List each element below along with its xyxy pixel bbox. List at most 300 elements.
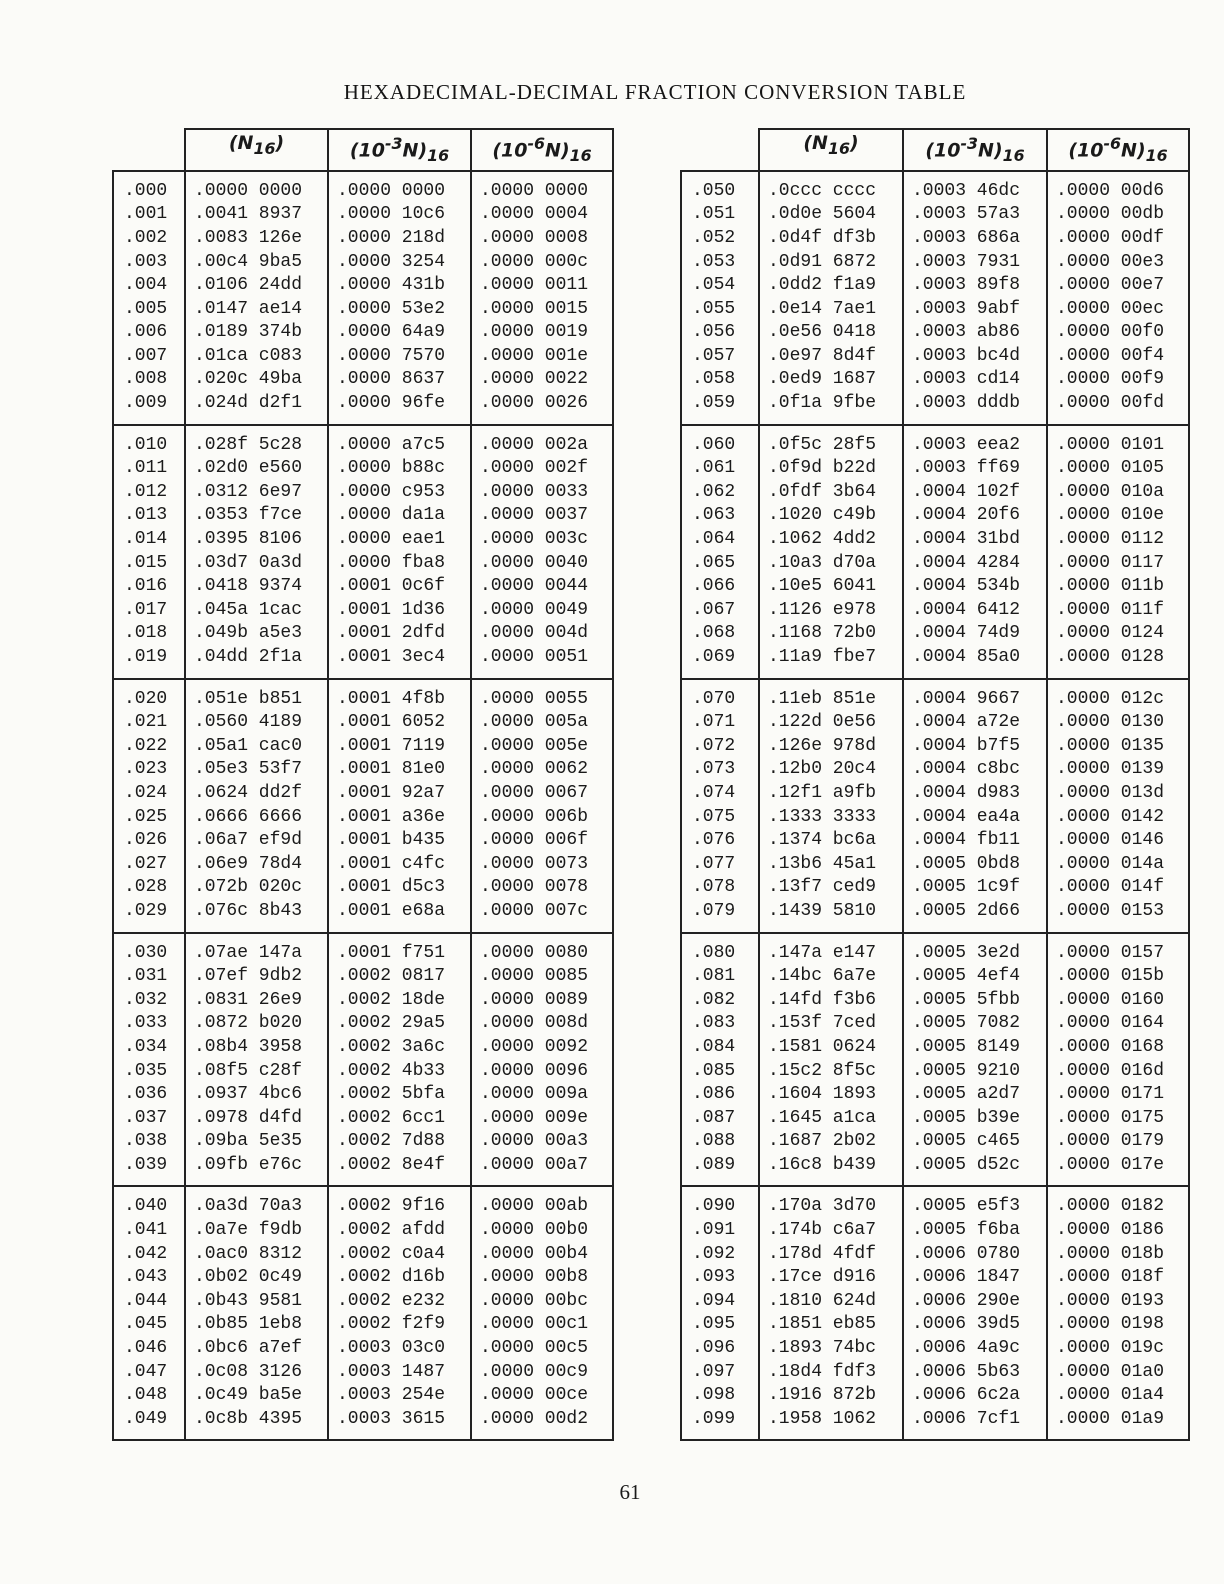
hex-10e-3-n-cell: .0005 b39e (903, 1107, 1047, 1131)
hex-10e-6-n-cell: .0000 0175 (1047, 1107, 1189, 1131)
hex-n16-cell: .0a7e f9db (185, 1219, 328, 1243)
hex-n16-cell: .02d0 e560 (185, 457, 328, 481)
hex-n16-cell: .0bc6 a7ef (185, 1337, 328, 1361)
hex-10e-6-n-cell: .0000 005a (471, 711, 613, 735)
decimal-fraction-cell: .020 (113, 679, 185, 712)
table-row (113, 392, 613, 425)
table-row (113, 528, 613, 552)
hex-10e-3-n-cell: .0006 6c2a (903, 1384, 1047, 1408)
hex-n16-cell: .1439 5810 (759, 900, 903, 933)
hex-n16-cell: .049b a5e3 (185, 622, 328, 646)
hex-10e-3-n-cell: .0004 a72e (903, 711, 1047, 735)
table-row (113, 1107, 613, 1131)
hex-10e-3-n-cell: .0003 89f8 (903, 274, 1047, 298)
hex-n16-cell: .0dd2 f1a9 (759, 274, 903, 298)
decimal-fraction-cell: .073 (681, 758, 759, 782)
hex-n16-cell: .0106 24dd (185, 274, 328, 298)
decimal-fraction-cell: .050 (681, 171, 759, 204)
hex-10e-3-n-cell: .0003 57a3 (903, 203, 1047, 227)
hex-n16-cell: .1581 0624 (759, 1036, 903, 1060)
table-row (113, 1012, 613, 1036)
hex-10e-3-n-cell: .0004 85a0 (903, 646, 1047, 679)
hex-10e-6-n-cell: .0000 00a7 (471, 1154, 613, 1187)
table-row (681, 425, 1189, 458)
hex-10e-6-n-cell: .0000 000c (471, 251, 613, 275)
hex-10e-3-n-cell: .0005 1c9f (903, 876, 1047, 900)
hex-n16-cell: .024d d2f1 (185, 392, 328, 425)
hex-10e-3-n-cell: .0003 9abf (903, 298, 1047, 322)
table-row (113, 321, 613, 345)
hex-10e-6-n-cell: .0000 0026 (471, 392, 613, 425)
hex-n16-cell: .0189 374b (185, 321, 328, 345)
table-row (113, 575, 613, 599)
table-row (113, 481, 613, 505)
hex-10e-3-n-cell: .0006 4a9c (903, 1337, 1047, 1361)
decimal-fraction-cell: .074 (681, 782, 759, 806)
hex-10e-3-n-cell: .0004 31bd (903, 528, 1047, 552)
hex-n16-cell: .16c8 b439 (759, 1154, 903, 1187)
table-row (681, 1130, 1189, 1154)
row-group (681, 933, 1189, 1187)
hex-10e-3-n-cell: .0004 9667 (903, 679, 1047, 712)
decimal-fraction-cell: .027 (113, 853, 185, 877)
hex-10e-3-n-cell: .0006 0780 (903, 1243, 1047, 1267)
hex-10e-3-n-cell: .0000 fba8 (328, 552, 471, 576)
hex-n16-cell: .0831 26e9 (185, 989, 328, 1013)
decimal-fraction-cell: .015 (113, 552, 185, 576)
decimal-fraction-cell: .024 (113, 782, 185, 806)
decimal-fraction-cell: .017 (113, 599, 185, 623)
decimal-fraction-cell: .090 (681, 1186, 759, 1219)
decimal-fraction-cell: .058 (681, 368, 759, 392)
hex-10e-6-n-cell: .0000 008d (471, 1012, 613, 1036)
hex-10e-6-n-cell: .0000 007c (471, 900, 613, 933)
hex-10e-6-n-cell: .0000 00d2 (471, 1408, 613, 1441)
table-row (113, 1408, 613, 1441)
hex-10e-6-n-cell: .0000 0198 (1047, 1313, 1189, 1337)
decimal-fraction-cell: .013 (113, 504, 185, 528)
hex-n16-cell: .04dd 2f1a (185, 646, 328, 679)
decimal-fraction-cell: .087 (681, 1107, 759, 1131)
decimal-fraction-cell: .068 (681, 622, 759, 646)
hex-10e-6-n-cell: .0000 0000 (471, 171, 613, 204)
hex-10e-3-n-cell: .0001 7119 (328, 735, 471, 759)
decimal-fraction-cell: .084 (681, 1036, 759, 1060)
hex-n16-cell: .08b4 3958 (185, 1036, 328, 1060)
hex-10e-3-n-cell: .0005 5fbb (903, 989, 1047, 1013)
table-row (681, 735, 1189, 759)
hex-10e-6-n-cell: .0000 01a9 (1047, 1408, 1189, 1441)
hex-n16-cell: .0d4f df3b (759, 227, 903, 251)
hex-10e-6-n-cell: .0000 0117 (1047, 552, 1189, 576)
hex-10e-6-n-cell: .0000 0067 (471, 782, 613, 806)
hex-n16-cell: .0b02 0c49 (185, 1266, 328, 1290)
hex-10e-3-n-cell: .0002 9f16 (328, 1186, 471, 1219)
table-row (113, 274, 613, 298)
table-row (681, 1036, 1189, 1060)
hex-10e-3-n-cell: .0004 74d9 (903, 622, 1047, 646)
table-row (681, 1290, 1189, 1314)
hex-10e-3-n-cell: .0002 3a6c (328, 1036, 471, 1060)
decimal-fraction-cell: .065 (681, 552, 759, 576)
decimal-fraction-cell: .094 (681, 1290, 759, 1314)
table-row (681, 1408, 1189, 1441)
conversion-table-left (112, 128, 614, 1441)
hex-10e-6-n-cell: .0000 0092 (471, 1036, 613, 1060)
hex-10e-6-n-cell: .0000 018b (1047, 1243, 1189, 1267)
hex-10e-6-n-cell: .0000 0011 (471, 274, 613, 298)
hex-n16-cell: .17ce d916 (759, 1266, 903, 1290)
table-row (113, 504, 613, 528)
hex-n16-cell: .0000 0000 (185, 171, 328, 204)
hex-n16-cell: .051e b851 (185, 679, 328, 712)
decimal-fraction-cell: .033 (113, 1012, 185, 1036)
hex-n16-cell: .0c8b 4395 (185, 1408, 328, 1441)
hex-10e-3-n-cell: .0003 686a (903, 227, 1047, 251)
decimal-fraction-cell: .026 (113, 829, 185, 853)
decimal-fraction-cell: .078 (681, 876, 759, 900)
hex-10e-6-n-cell: .0000 0124 (1047, 622, 1189, 646)
hex-10e-6-n-cell: .0000 0062 (471, 758, 613, 782)
conversion-table-right (680, 128, 1190, 1441)
hex-10e-6-n-cell: .0000 016d (1047, 1060, 1189, 1084)
hex-10e-3-n-cell: .0005 2d66 (903, 900, 1047, 933)
hex-10e-6-n-cell: .0000 002f (471, 457, 613, 481)
decimal-fraction-cell: .043 (113, 1266, 185, 1290)
hex-10e-3-n-cell: .0002 d16b (328, 1266, 471, 1290)
hex-10e-6-n-cell: .0000 0164 (1047, 1012, 1189, 1036)
hex-10e-3-n-cell: .0000 da1a (328, 504, 471, 528)
hex-10e-6-n-cell: .0000 00f9 (1047, 368, 1189, 392)
decimal-fraction-cell: .093 (681, 1266, 759, 1290)
hex-10e-6-n-cell: .0000 00d6 (1047, 171, 1189, 204)
hex-10e-3-n-cell: .0005 a2d7 (903, 1083, 1047, 1107)
hex-10e-6-n-cell: .0000 002a (471, 425, 613, 458)
hex-10e-6-n-cell: .0000 0089 (471, 989, 613, 1013)
hex-10e-6-n-cell: .0000 00c1 (471, 1313, 613, 1337)
decimal-fraction-cell: .014 (113, 528, 185, 552)
table-row (113, 853, 613, 877)
hex-n16-cell: .01ca c083 (185, 345, 328, 369)
hex-n16-cell: .0978 d4fd (185, 1107, 328, 1131)
hex-n16-cell: .0312 6e97 (185, 481, 328, 505)
row-group (681, 679, 1189, 933)
hex-10e-3-n-cell: .0003 03c0 (328, 1337, 471, 1361)
hex-n16-cell: .0872 b020 (185, 1012, 328, 1036)
table-row (113, 806, 613, 830)
decimal-fraction-cell: .056 (681, 321, 759, 345)
decimal-fraction-cell: .019 (113, 646, 185, 679)
hex-10e-3-n-cell: .0004 ea4a (903, 806, 1047, 830)
decimal-fraction-cell: .039 (113, 1154, 185, 1187)
hex-10e-6-n-cell: .0000 00df (1047, 227, 1189, 251)
table-row (681, 622, 1189, 646)
row-group (681, 171, 1189, 425)
table-row (681, 1154, 1189, 1187)
hex-n16-cell: .076c 8b43 (185, 900, 328, 933)
hex-10e-3-n-cell: .0004 102f (903, 481, 1047, 505)
hex-10e-3-n-cell: .0000 3254 (328, 251, 471, 275)
hex-10e-3-n-cell: .0003 cd14 (903, 368, 1047, 392)
hex-10e-6-n-cell: .0000 010e (1047, 504, 1189, 528)
decimal-fraction-cell: .018 (113, 622, 185, 646)
hex-10e-6-n-cell: .0000 0040 (471, 552, 613, 576)
hex-10e-3-n-cell: .0006 1847 (903, 1266, 1047, 1290)
hex-10e-3-n-cell: .0006 5b63 (903, 1361, 1047, 1385)
hex-10e-3-n-cell: .0000 10c6 (328, 203, 471, 227)
hex-10e-6-n-cell: .0000 00b4 (471, 1243, 613, 1267)
table-row (113, 1361, 613, 1385)
page-title: HEXADECIMAL-DECIMAL FRACTION CONVERSION TABLE (343, 80, 967, 104)
decimal-fraction-cell: .069 (681, 646, 759, 679)
decimal-fraction-cell: .081 (681, 965, 759, 989)
decimal-fraction-cell: .035 (113, 1060, 185, 1084)
hex-10e-3-n-cell: .0004 b7f5 (903, 735, 1047, 759)
table-row (113, 933, 613, 966)
decimal-fraction-cell: .089 (681, 1154, 759, 1187)
table-row (113, 1290, 613, 1314)
table-row (113, 457, 613, 481)
hex-10e-3-n-cell: .0006 39d5 (903, 1313, 1047, 1337)
table-row (681, 227, 1189, 251)
hex-n16-cell: .0e97 8d4f (759, 345, 903, 369)
hex-10e-6-n-cell: .0000 00f0 (1047, 321, 1189, 345)
table-row (681, 274, 1189, 298)
hex-10e-3-n-cell: .0002 f2f9 (328, 1313, 471, 1337)
table-row (681, 504, 1189, 528)
decimal-fraction-cell: .063 (681, 504, 759, 528)
hex-n16-cell: .0e14 7ae1 (759, 298, 903, 322)
decimal-fraction-cell: .037 (113, 1107, 185, 1131)
hex-10e-3-n-cell: .0001 d5c3 (328, 876, 471, 900)
decimal-fraction-cell: .083 (681, 1012, 759, 1036)
table-row (681, 1186, 1189, 1219)
decimal-fraction-cell: .061 (681, 457, 759, 481)
hex-n16-cell: .1958 1062 (759, 1408, 903, 1441)
decimal-fraction-cell: .001 (113, 203, 185, 227)
hex-n16-cell: .1916 872b (759, 1384, 903, 1408)
hex-10e-3-n-cell: .0001 6052 (328, 711, 471, 735)
decimal-fraction-cell: .097 (681, 1361, 759, 1385)
hex-n16-cell: .11eb 851e (759, 679, 903, 712)
decimal-fraction-cell: .095 (681, 1313, 759, 1337)
table-row (681, 1060, 1189, 1084)
hex-n16-cell: .10a3 d70a (759, 552, 903, 576)
table-row (681, 1012, 1189, 1036)
table-row (681, 989, 1189, 1013)
hex-10e-6-n-cell: .0000 0179 (1047, 1130, 1189, 1154)
decimal-fraction-cell: .075 (681, 806, 759, 830)
hex-n16-cell: .18d4 fdf3 (759, 1361, 903, 1385)
hex-n16-cell: .028f 5c28 (185, 425, 328, 458)
hex-10e-3-n-cell: .0000 64a9 (328, 321, 471, 345)
hex-n16-cell: .0147 ae14 (185, 298, 328, 322)
hex-n16-cell: .0937 4bc6 (185, 1083, 328, 1107)
decimal-fraction-cell: .077 (681, 853, 759, 877)
hex-n16-cell: .1645 a1ca (759, 1107, 903, 1131)
hex-n16-cell: .1062 4dd2 (759, 528, 903, 552)
decimal-fraction-cell: .032 (113, 989, 185, 1013)
hex-n16-cell: .0624 dd2f (185, 782, 328, 806)
decimal-fraction-cell: .036 (113, 1083, 185, 1107)
hex-10e-3-n-cell: .0004 fb11 (903, 829, 1047, 853)
hex-10e-6-n-cell: .0000 00b8 (471, 1266, 613, 1290)
table-row (681, 1337, 1189, 1361)
hex-10e-6-n-cell: .0000 00e3 (1047, 251, 1189, 275)
hex-10e-3-n-cell: .0001 f751 (328, 933, 471, 966)
hex-n16-cell: .1851 eb85 (759, 1313, 903, 1337)
table-row (113, 1060, 613, 1084)
decimal-fraction-cell: .041 (113, 1219, 185, 1243)
table-row (113, 345, 613, 369)
hex-10e-3-n-cell: .0001 3ec4 (328, 646, 471, 679)
table-row (681, 1219, 1189, 1243)
hex-n16-cell: .122d 0e56 (759, 711, 903, 735)
table-row (681, 368, 1189, 392)
hex-n16-cell: .05e3 53f7 (185, 758, 328, 782)
hex-n16-cell: .1687 2b02 (759, 1130, 903, 1154)
table-row (113, 552, 613, 576)
hex-10e-3-n-cell: .0005 4ef4 (903, 965, 1047, 989)
hex-10e-6-n-cell: .0000 012c (1047, 679, 1189, 712)
table-row (113, 251, 613, 275)
hex-10e-3-n-cell: .0006 7cf1 (903, 1408, 1047, 1441)
table-row (113, 900, 613, 933)
decimal-fraction-cell: .085 (681, 1060, 759, 1084)
row-group (681, 425, 1189, 679)
table-row (113, 758, 613, 782)
hex-10e-6-n-cell: .0000 00a3 (471, 1130, 613, 1154)
header-row (113, 129, 613, 171)
hex-10e-6-n-cell: .0000 00ce (471, 1384, 613, 1408)
decimal-fraction-cell: .054 (681, 274, 759, 298)
hex-10e-3-n-cell: .0000 431b (328, 274, 471, 298)
hex-n16-cell: .0d91 6872 (759, 251, 903, 275)
hex-10e-3-n-cell: .0005 7082 (903, 1012, 1047, 1036)
decimal-fraction-cell: .046 (113, 1337, 185, 1361)
hex-10e-3-n-cell: .0000 53e2 (328, 298, 471, 322)
table-row (113, 829, 613, 853)
hex-10e-3-n-cell: .0005 f6ba (903, 1219, 1047, 1243)
decimal-fraction-cell: .000 (113, 171, 185, 204)
decimal-fraction-cell: .025 (113, 806, 185, 830)
hex-n16-cell: .09ba 5e35 (185, 1130, 328, 1154)
hex-10e-6-n-cell: .0000 0080 (471, 933, 613, 966)
hex-n16-cell: .0c08 3126 (185, 1361, 328, 1385)
hex-n16-cell: .07ae 147a (185, 933, 328, 966)
hex-10e-3-n-cell: .0005 9210 (903, 1060, 1047, 1084)
table-row (113, 203, 613, 227)
hex-10e-6-n-cell: .0000 005e (471, 735, 613, 759)
decimal-fraction-cell: .086 (681, 1083, 759, 1107)
hex-10e-3-n-cell: .0002 c0a4 (328, 1243, 471, 1267)
hex-10e-3-n-cell: .0005 c465 (903, 1130, 1047, 1154)
decimal-fraction-cell: .022 (113, 735, 185, 759)
page-number: 61 (619, 1480, 641, 1504)
hex-n16-cell: .15c2 8f5c (759, 1060, 903, 1084)
decimal-fraction-cell: .049 (113, 1408, 185, 1441)
hex-10e-3-n-cell: .0000 c953 (328, 481, 471, 505)
hex-n16-cell: .07ef 9db2 (185, 965, 328, 989)
decimal-fraction-cell: .060 (681, 425, 759, 458)
hex-10e-6-n-cell: .0000 0153 (1047, 900, 1189, 933)
hex-n16-cell: .08f5 c28f (185, 1060, 328, 1084)
hex-10e-6-n-cell: .0000 0037 (471, 504, 613, 528)
header-10e-3: $(10^{-3}N)_{16}$ (903, 129, 1047, 171)
hex-10e-3-n-cell: .0002 0817 (328, 965, 471, 989)
hex-10e-6-n-cell: .0000 0008 (471, 227, 613, 251)
hex-10e-3-n-cell: .0001 0c6f (328, 575, 471, 599)
decimal-fraction-cell: .062 (681, 481, 759, 505)
hex-10e-6-n-cell: .0000 0157 (1047, 933, 1189, 966)
hex-10e-6-n-cell: .0000 0101 (1047, 425, 1189, 458)
hex-n16-cell: .1333 3333 (759, 806, 903, 830)
hex-10e-6-n-cell: .0000 00ec (1047, 298, 1189, 322)
hex-10e-6-n-cell: .0000 00f4 (1047, 345, 1189, 369)
hex-10e-6-n-cell: .0000 010a (1047, 481, 1189, 505)
table-row (681, 298, 1189, 322)
hex-10e-3-n-cell: .0004 20f6 (903, 504, 1047, 528)
hex-n16-cell: .12b0 20c4 (759, 758, 903, 782)
decimal-fraction-cell: .064 (681, 528, 759, 552)
hex-10e-6-n-cell: .0000 0135 (1047, 735, 1189, 759)
hex-10e-3-n-cell: .0004 d983 (903, 782, 1047, 806)
hex-10e-3-n-cell: .0003 dddb (903, 392, 1047, 425)
hex-10e-3-n-cell: .0001 2dfd (328, 622, 471, 646)
hex-10e-3-n-cell: .0003 3615 (328, 1408, 471, 1441)
hex-10e-3-n-cell: .0000 218d (328, 227, 471, 251)
hex-10e-6-n-cell: .0000 0022 (471, 368, 613, 392)
hex-10e-6-n-cell: .0000 0146 (1047, 829, 1189, 853)
table-row (113, 1384, 613, 1408)
hex-n16-cell: .0418 9374 (185, 575, 328, 599)
hex-n16-cell: .00c4 9ba5 (185, 251, 328, 275)
table-row (681, 457, 1189, 481)
hex-10e-6-n-cell: .0000 0105 (1047, 457, 1189, 481)
hex-10e-6-n-cell: .0000 00ab (471, 1186, 613, 1219)
hex-10e-3-n-cell: .0004 4284 (903, 552, 1047, 576)
table-row (681, 575, 1189, 599)
hex-10e-3-n-cell: .0003 ff69 (903, 457, 1047, 481)
hex-n16-cell: .126e 978d (759, 735, 903, 759)
table-row (113, 622, 613, 646)
decimal-fraction-cell: .028 (113, 876, 185, 900)
hex-10e-6-n-cell: .0000 0078 (471, 876, 613, 900)
table-row (681, 965, 1189, 989)
hex-n16-cell: .0d0e 5604 (759, 203, 903, 227)
hex-10e-6-n-cell: .0000 00b0 (471, 1219, 613, 1243)
decimal-fraction-cell: .092 (681, 1243, 759, 1267)
table-row (113, 989, 613, 1013)
table-row (113, 735, 613, 759)
hex-10e-3-n-cell: .0005 0bd8 (903, 853, 1047, 877)
hex-n16-cell: .14bc 6a7e (759, 965, 903, 989)
hex-n16-cell: .11a9 fbe7 (759, 646, 903, 679)
hex-10e-6-n-cell: .0000 006f (471, 829, 613, 853)
hex-n16-cell: .0ed9 1687 (759, 368, 903, 392)
table-row (113, 876, 613, 900)
hex-n16-cell: .03d7 0a3d (185, 552, 328, 576)
hex-n16-cell: .147a e147 (759, 933, 903, 966)
hex-n16-cell: .1604 1893 (759, 1083, 903, 1107)
table-row (681, 711, 1189, 735)
decimal-fraction-cell: .082 (681, 989, 759, 1013)
hex-10e-6-n-cell: .0000 00c9 (471, 1361, 613, 1385)
decimal-fraction-cell: .016 (113, 575, 185, 599)
table-row (681, 853, 1189, 877)
table-row (681, 552, 1189, 576)
hex-n16-cell: .0666 6666 (185, 806, 328, 830)
